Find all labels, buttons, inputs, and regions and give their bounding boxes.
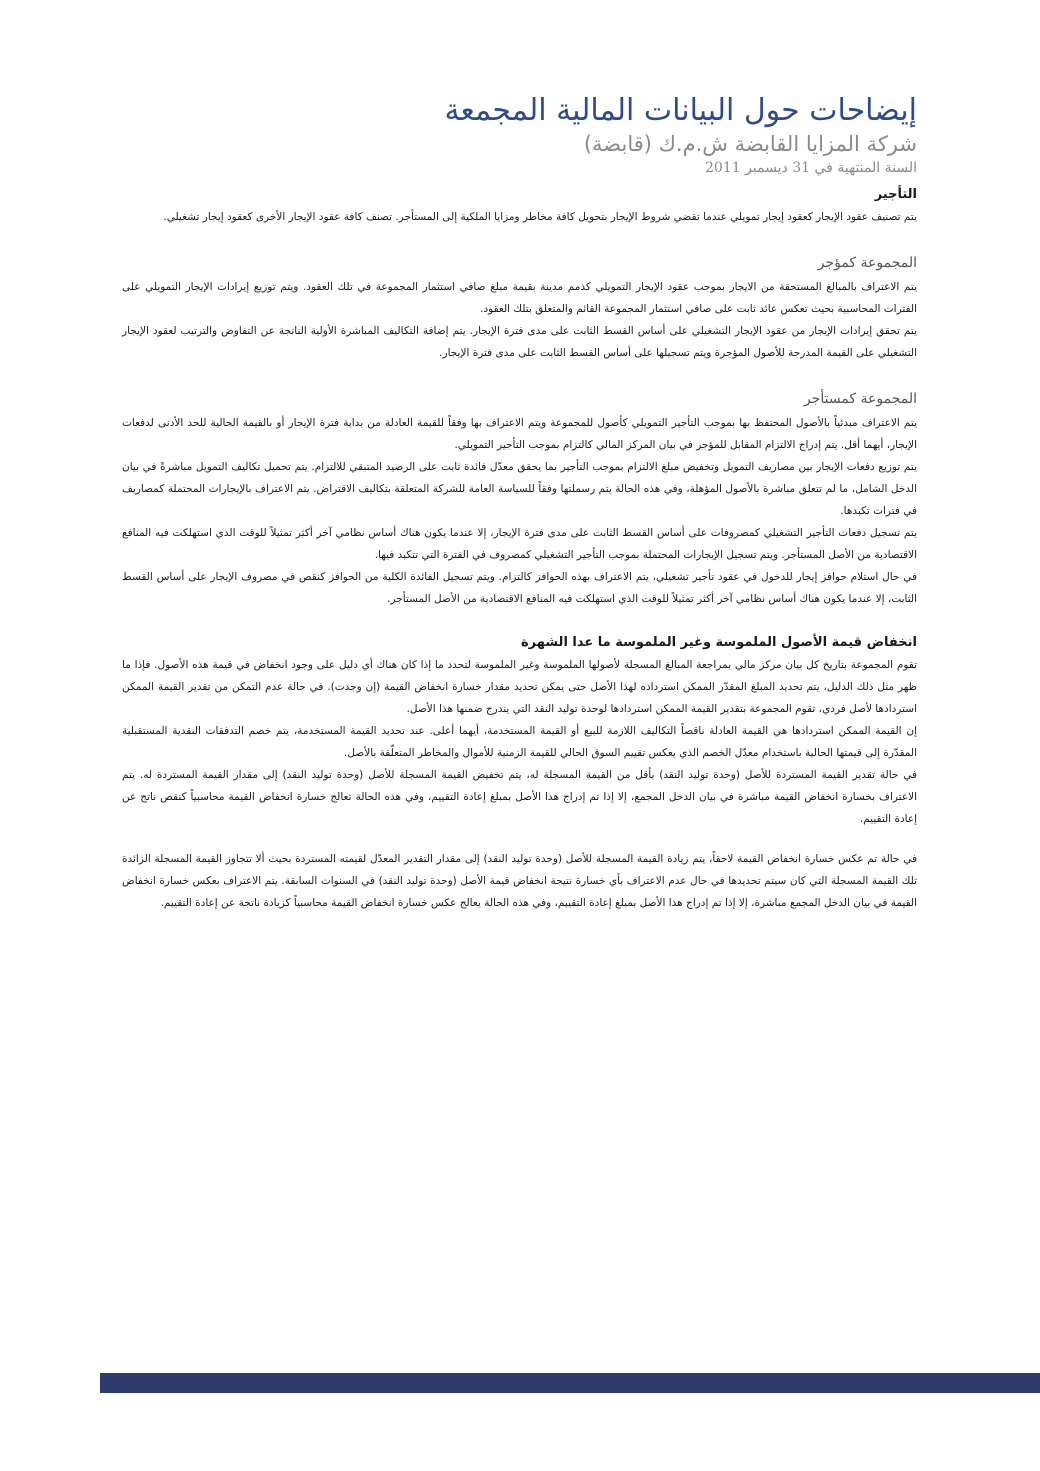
section-heading-impairment: انخفاض قيمة الأصول الملموسة وغير الملموسة ما عدا الشهرة xyxy=(520,635,917,650)
paragraph: يتم تسجيل دفعات التأجير التشغيلي كمصروفات على أساس القسط الثابت على مدى فترة الإيجار، إلا عندما يكون هناك أساس نظامي آخر أكثر تمثيلاً للوقت الذي استهلكت فيه المنافع الاقتصادية من الأصل المستأجر. ويتم تسجيل الإيجارات المحتملة بموجب التأجير التشغيلي كمصروف في الفترة التي تتكبد فيها. xyxy=(122,527,917,561)
section-leasing xyxy=(122,184,917,228)
section-heading-lessee: المجموعة كمستأجر xyxy=(803,391,917,407)
paragraph: إن القيمة الممكن استردادها هي القيمة العادلة ناقصاً التكاليف اللازمة للبيع أو القيمة المستخدمة، أيهما أعلى. عند تحديد القيمة المستخدمة، يتم خصم التدفقات النقدية المستقبلية المقدّرة إلى قيمتها الحالية باستخدام معدّل الخصم الذي يعكس تقييم السوق الحالي للقيمة الزمنية للأموال والمخاطر المتعلّقة بالأصل. xyxy=(122,725,917,759)
paragraph: يتم توزيع دفعات الإيجار بين مصاريف التمويل وتخفيض مبلغ الالتزام بموجب التأجير بما يحقق معدّل فائدة ثابت على الرصيد المتبقي للالتزام. يتم تحميل تكاليف التمويل مباشرةً في بيان الدخل الشامل، ما لم تتعلق مباشرة بالأصول المؤهلة، وفي هذه الحالة يتم رسملتها وفقاً للسياسة العامة للشركة المتعلقة بتكاليف الاقتراض. يتم الاعتراف بالإيجارات المحتملة كمصاريف في فترات تكبدها. xyxy=(122,461,917,517)
document-page xyxy=(122,92,917,914)
section-heading-leasing: التأجير xyxy=(874,187,917,202)
document-title: إيضاحات حول البيانات المالية المجمعة xyxy=(444,93,917,128)
company-name: شركة المزايا القابضة ش.م.ك (قابضة) xyxy=(583,132,917,156)
section-impairment xyxy=(122,632,917,914)
paragraph: يتم الاعتراف مبدئياً بالأصول المحتفظ بها بموجب التأجير التمويلي كأصول للمجموعة ويتم الاعتراف بها وفقاً للقيمة العادلة من بداية فترة الإيجار أو بالقيمة الحالية للحد الأدنى لدفعات الإيجار، أيهما أقل. يتم إدراج الالتزام المقابل للمؤجر في بيان المركز المالي كالتزام بموجب التأجير التمويلي. xyxy=(122,417,917,451)
section-lessor xyxy=(122,250,917,364)
paragraph: يتم تصنيف عقود الإيجار كعقود إيجار تمويلي عندما تقضي شروط الإيجار بتحويل كافة مخاطر ومزايا الملكية إلى المستأجر. تصنف كافة عقود الإيجار الأخرى كعقود إيجار تشغيلي. xyxy=(163,211,917,223)
period-label: السنة المنتهية في 31 ديسمبر 2011 xyxy=(704,160,917,176)
section-lessee xyxy=(122,386,917,610)
footer-bar xyxy=(100,1373,1040,1393)
section-heading-lessor: المجموعة كمؤجر xyxy=(817,255,917,271)
paragraph: في حالة تم عكس خسارة انخفاض القيمة لاحقاً، يتم زيادة القيمة المسجلة للأصل (وحدة توليد النقد) إلى مقدار التقدير المعدّل لقيمته المستردة بحيث ألا تتجاوز القيمة المسجلة الزائدة تلك القيمة المسجلة التي كان سيتم تحديدها في حال عدم الاعتراف بأي خسارة نتيجة انخفاض قيمة الأصل (وحدة توليد النقد) في السنوات السابقة. يتم الاعتراف بعكس خسارة انخفاض القيمة في بيان الدخل المجمع مباشرة، إلا إذا تم إدراج هذا الأصل بمبلغ إعادة التقييم، وفي هذه الحالة يعالج عكس خسارة انخفاض القيمة محاسبياً كزيادة ناتجة عن إعادة التقييم. xyxy=(122,853,917,909)
paragraph: في حال استلام حوافز إيجار للدخول في عقود تأجير تشغيلي، يتم الاعتراف بهذه الحوافز كالتزام. ويتم تسجيل الفائدة الكلية من الحوافز كنقص في مصروف الإيجار على أساس القسط الثابت، إلا عندما يكون هناك أساس نظامي آخر أكثر تمثيلاً للوقت الذي استهلكت فيه المنافع الاقتصادية من الأصل المستأجر. xyxy=(122,571,917,605)
paragraph: يتم الاعتراف بالمبالغ المستحقة من الايجار بموجب عقود الإيجار التمويلي كذمم مدينة بقيمة مبلغ صافي استثمار المجموعة في تلك العقود. ويتم توزيع إيرادات الإيجار التمويلي على الفترات المحاسبية بحيث تعكس عائد ثابت على صافي استثمار المجموعة القائم والمتعلق بتلك العقود. xyxy=(122,281,917,315)
paragraph: تقوم المجموعة بتاريخ كل بيان مركز مالي بمراجعة المبالغ المسجلة لأصولها الملموسة وغير الملموسة لتحدد ما إذا كان هناك أي دليل على وجود انخفاض في قيمة هذه الأصول. فإذا ما ظهر مثل ذلك الدليل، يتم تحديد المبلغ المقدّر الممكن استرداده لهذا الأصل حتى يمكن تحديد مقدار خسارة انخفاض القيمة (إن وجدت). في حالة عدم التمكن من تقدير القيمة الممكن استردادها لأصل فردي، تقوم المجموعة بتقدير القيمة الممكن استردادها لوحدة توليد النقد التي يندرج ضمنها هذا الأصل. xyxy=(122,659,917,715)
paragraph: في حالة تقدير القيمة المستردة للأصل (وحدة توليد النقد) بأقل من القيمة المسجلة له، يتم تخفيض القيمة المسجلة للأصل (وحدة توليد النقد) إلى مقدار القيمة المستردة له. يتم الاعتراف بخسارة انخفاض القيمة مباشرة في بيان الدخل المجمع، إلا إذا تم إدراج هذا الأصل بمبلغ إعادة التقييم، وفي هذه الحالة تعالج خسارة انخفاض القيمة محاسبياً كنقص ناتج عن إعادة التقييم. xyxy=(122,769,917,825)
paragraph: يتم تحقق إيرادات الإيجار من عقود الإيجار التشغيلي على أساس القسط الثابت على مدى فترة الإيجار. يتم إضافة التكاليف المباشرة الأولية الناتجة عن التفاوض والترتيب لعقود الإيجار التشغيلي على القيمة المدرجة للأصول المؤجرة ويتم تسجيلها على أساس القسط الثابت على مدى فترة الإيجار. xyxy=(122,325,917,359)
